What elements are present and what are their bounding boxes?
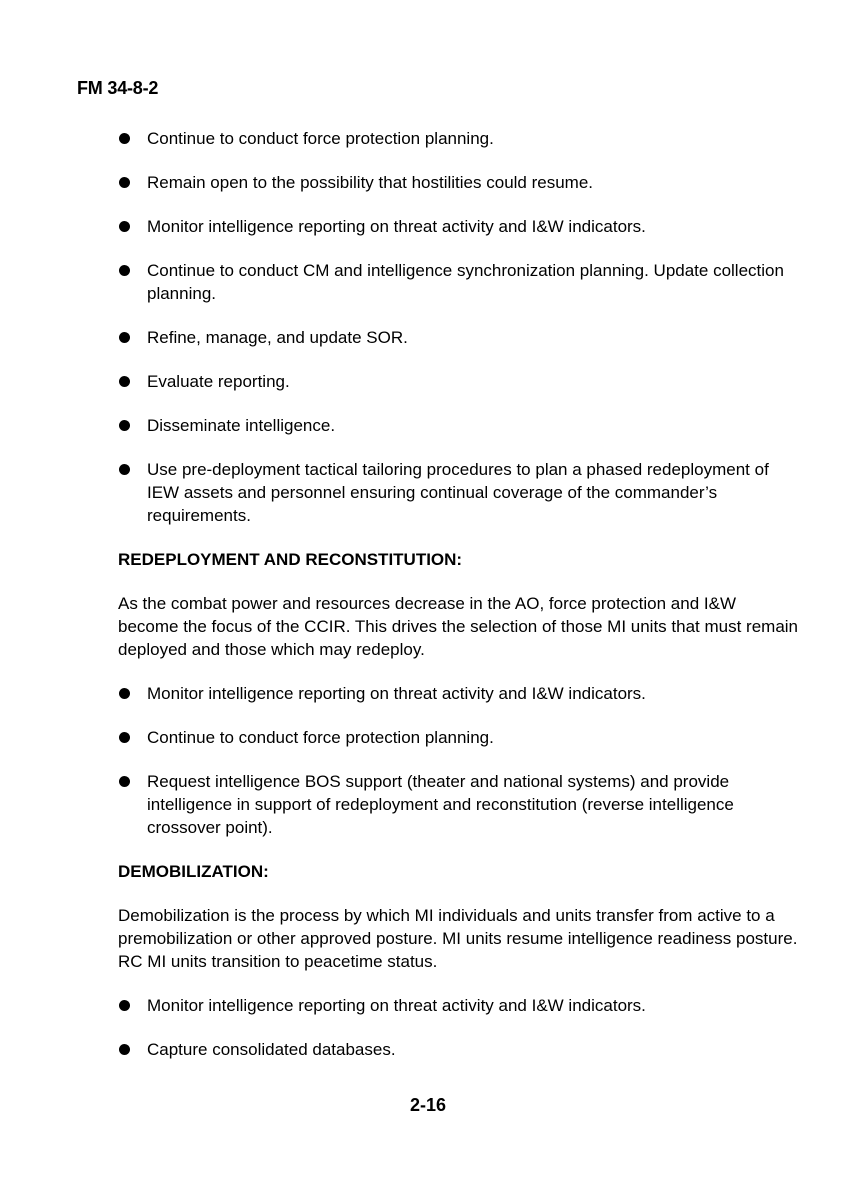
list-item-text: Monitor intelligence reporting on threat activity and I&W indicators. xyxy=(147,684,646,703)
page-number: 2-16 xyxy=(409,1095,447,1115)
list-item xyxy=(118,682,798,705)
document-id: FM 34-8-2 xyxy=(77,78,159,98)
list-item xyxy=(118,127,798,150)
list-item-text: Monitor intelligence reporting on threat activity and I&W indicators. xyxy=(147,996,646,1015)
demobilization-heading: DEMOBILIZATION: xyxy=(118,862,269,881)
bullet-icon xyxy=(119,464,130,475)
bullet-icon xyxy=(119,177,130,188)
list-item-text: Use pre-deployment tactical tailoring procedures to plan a phased redeployment of IEW assets and personnel ensuring continual coverage of the commander’s requirements. xyxy=(147,460,769,525)
redeployment-paragraph: As the combat power and resources decrease in the AO, force protection and I&W become the focus of the CCIR. This drives the selection of those MI units that must remain deployed and those which may redeploy. xyxy=(118,594,798,659)
list-item-text: Remain open to the possibility that hostilities could resume. xyxy=(147,173,594,192)
list-item xyxy=(118,171,798,194)
page-body xyxy=(118,127,798,1082)
list-item-text: Refine, manage, and update SOR. xyxy=(147,328,408,347)
bullet-icon xyxy=(119,1044,130,1055)
bullet-icon xyxy=(119,688,130,699)
list-item-text: Monitor intelligence reporting on threat activity and I&W indicators. xyxy=(147,217,646,236)
bullet-icon xyxy=(119,265,130,276)
bullet-icon xyxy=(119,420,130,431)
list-item-text: Request intelligence BOS support (theater and national systems) and provide intelligence in support of redeployment and reconstitution (reverse intelligence crossover point). xyxy=(147,772,734,837)
list-item-text: Continue to conduct force protection planning. xyxy=(147,129,494,148)
list-item xyxy=(118,994,798,1017)
list-item xyxy=(118,370,798,393)
bullet-icon xyxy=(119,1000,130,1011)
list-item-text: Evaluate reporting. xyxy=(147,372,290,391)
demobilization-paragraph: Demobilization is the process by which MI individuals and units transfer from active to a premobilization or other approved posture. MI units resume intelligence readiness posture. RC MI units transition to peacetime status. xyxy=(118,906,798,971)
bullet-icon xyxy=(119,376,130,387)
bullet-icon xyxy=(119,332,130,343)
bullet-list-operations xyxy=(118,127,798,527)
bullet-icon xyxy=(119,732,130,743)
list-item xyxy=(118,259,798,305)
list-item xyxy=(118,726,798,749)
list-item xyxy=(118,414,798,437)
list-item xyxy=(118,458,798,527)
bullet-icon xyxy=(119,221,130,232)
bullet-icon xyxy=(119,776,130,787)
list-item-text: Capture consolidated databases. xyxy=(147,1040,396,1059)
redeployment-heading: REDEPLOYMENT AND RECONSTITUTION: xyxy=(118,550,463,569)
bullet-list-demobilization xyxy=(118,994,798,1061)
list-item-text: Continue to conduct CM and intelligence synchronization planning. Update collection planning. xyxy=(147,261,784,303)
bullet-list-redeployment xyxy=(118,682,798,839)
list-item-text: Disseminate intelligence. xyxy=(147,416,336,435)
list-item xyxy=(118,770,798,839)
list-item xyxy=(118,215,798,238)
list-item-text: Continue to conduct force protection planning. xyxy=(147,728,494,747)
list-item xyxy=(118,1038,798,1061)
bullet-icon xyxy=(119,133,130,144)
list-item xyxy=(118,326,798,349)
